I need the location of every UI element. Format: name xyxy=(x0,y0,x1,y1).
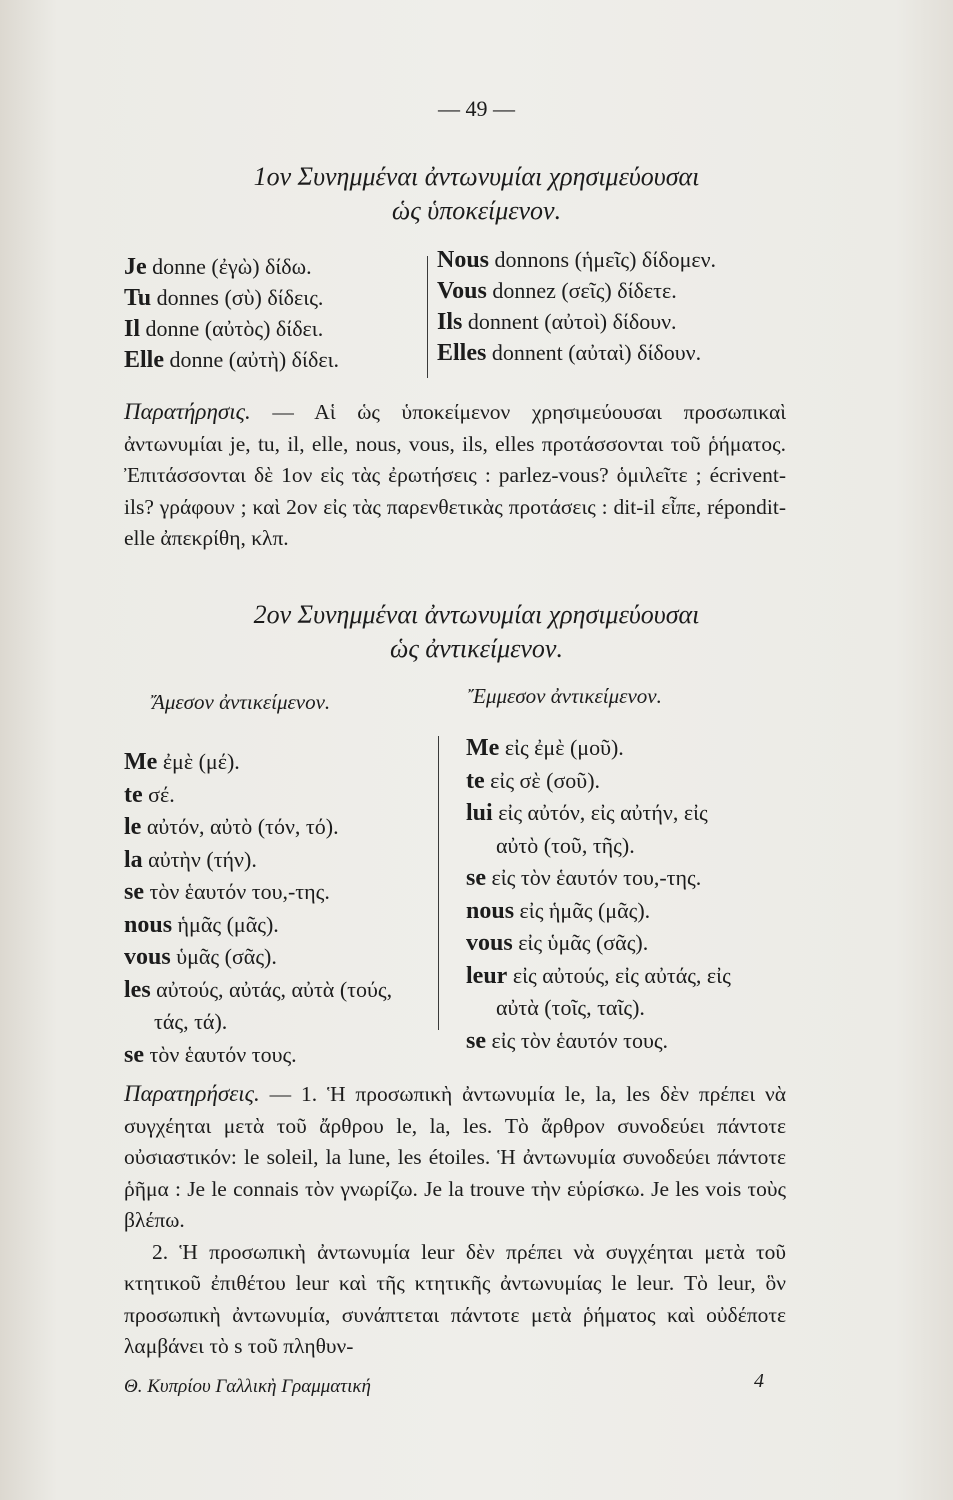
french-pronoun: nous xyxy=(124,911,173,938)
section1-title-line2: ὡς ὑποκείμενον. xyxy=(391,196,562,225)
greek-translation: σέ. xyxy=(142,781,175,807)
french-pronoun: Il xyxy=(124,316,141,342)
french-pronoun: Elles xyxy=(437,340,487,366)
french-pronoun: Elle xyxy=(124,347,164,373)
column-divider-2 xyxy=(438,736,439,1030)
greek-translation: εἰς ἐμὲ (μοῦ). xyxy=(499,735,624,760)
remark1-paragraph xyxy=(124,396,786,555)
pronoun-row xyxy=(124,779,392,812)
french-pronoun: les xyxy=(124,976,151,1003)
footer-author: Θ. Κυπρίου Γαλλικὴ Γραμματική xyxy=(124,1376,371,1397)
pronoun-row xyxy=(124,746,392,779)
pronoun-row xyxy=(466,732,731,765)
pronoun-row xyxy=(124,347,339,378)
greek-translation: donnons (ἡμεῖς) δίδομεν. xyxy=(489,247,717,272)
remark2-label: Παρατηρήσεις. xyxy=(124,1081,260,1106)
section1-title-line1: 1ον Συνημμέναι ἀντωνυμίαι χρησιμεύουσαι xyxy=(253,162,700,191)
greek-translation: τὸν ἑαυτόν τους. xyxy=(144,1041,297,1067)
pronoun-row xyxy=(124,316,339,347)
french-pronoun: vous xyxy=(466,930,513,956)
greek-translation: αὐτὸ (τοῦ, τῆς). xyxy=(496,832,635,858)
greek-translation: donne (αὐτὴ) δίδει. xyxy=(164,347,339,372)
greek-translation: εἰς τὸν ἑαυτόν του,-της. xyxy=(486,865,702,890)
section1-singular-column xyxy=(124,254,339,378)
remark1-label: Παρατήρησις. xyxy=(124,399,251,424)
french-pronoun: se xyxy=(466,1027,486,1054)
greek-translation: εἰς σὲ (σοῦ). xyxy=(484,767,601,793)
pronoun-row xyxy=(124,1006,392,1039)
french-pronoun: Me xyxy=(466,735,500,761)
french-pronoun: se xyxy=(124,879,144,905)
pronoun-row xyxy=(124,285,339,316)
greek-translation: donnez (σεῖς) δίδετε. xyxy=(486,278,677,303)
french-pronoun: se xyxy=(466,865,486,891)
pronoun-row xyxy=(124,876,392,909)
column-divider xyxy=(427,256,428,378)
french-pronoun: nous xyxy=(466,897,515,924)
greek-translation: ἐμὲ (μέ). xyxy=(157,749,240,774)
pronoun-row xyxy=(466,830,731,863)
greek-translation: ὑμᾶς (σᾶς). xyxy=(170,944,277,969)
pronoun-row xyxy=(124,254,339,285)
direct-object-list xyxy=(124,746,392,1071)
remark2-point2: 2. Ἡ προσωπικὴ ἀντωνυμία leur δὲν πρέπει νὰ συγχέηται μετὰ τοῦ κτητικοῦ ἐπιθέτου leur καὶ τῆς κτητικῆς ἀντωνυμίας le leur. Τὸ leur, ὃν προσωπικὴ ἀντωνυμία, συνάπτεται πάντοτε μετὰ ῥήματος καὶ οὐδέποτε λαμβάνει τὸ s τοῦ πληθυν- xyxy=(124,1239,786,1358)
section2-title-line2: ὡς ἀντικείμενον. xyxy=(390,634,563,663)
greek-translation: τάς, τά). xyxy=(154,1009,228,1034)
french-pronoun: Tu xyxy=(124,285,152,311)
direct-object-heading: Ἄμεσον ἀντικείμενον. xyxy=(152,690,331,714)
pronoun-row xyxy=(466,1025,731,1058)
pronoun-row xyxy=(466,862,731,895)
section1-plural-column xyxy=(437,247,716,371)
greek-translation: donne (ἐγὼ) δίδω. xyxy=(146,254,312,279)
greek-translation: εἰς ἡμᾶς (μᾶς). xyxy=(514,897,651,923)
french-pronoun: Je xyxy=(124,254,147,280)
greek-translation: donnent (αὐταὶ) δίδουν. xyxy=(486,340,702,365)
pronoun-row xyxy=(466,765,731,798)
french-pronoun: se xyxy=(124,1041,144,1068)
indirect-object-list xyxy=(466,732,731,1057)
greek-translation: αὐτὰ (τοῖς, ταῖς). xyxy=(496,995,645,1020)
pronoun-row xyxy=(124,909,392,942)
greek-translation: αὐτόν, αὐτὸ (τόν, τό). xyxy=(141,814,339,839)
pronoun-row xyxy=(124,974,392,1007)
page-number: — 49 — xyxy=(438,96,515,121)
french-pronoun: vous xyxy=(124,944,171,970)
pronoun-row xyxy=(124,844,392,877)
french-pronoun: la xyxy=(124,846,143,873)
pronoun-row xyxy=(437,278,716,309)
greek-translation: εἰς τὸν ἑαυτόν τους. xyxy=(486,1027,669,1053)
greek-translation: αὐτούς, αὐτάς, αὐτὰ (τούς, xyxy=(150,976,393,1002)
pronoun-row xyxy=(437,340,716,371)
remark2-point1: — 1. Ἡ προσωπικὴ ἀντωνυμία le, la, les δὲν πρέπει νὰ συγχέηται μετὰ τοῦ ἄρθρου le, la, les. Τὸ ἄρθρον συνοδεύει πάντοτε οὐσιαστικόν: le soleil, la lune, les étoiles. Ἡ ἀντωνυμία συνοδεύει πάντοτε ῥῆμα : Je le connais τὸν γνωρίζω. Je la trouve τὴν εὑρίσκω. Je les vois τοὺς βλέπω. xyxy=(124,1082,786,1232)
greek-translation: donnes (σὺ) δίδεις. xyxy=(151,285,324,310)
french-pronoun: Vous xyxy=(437,278,487,304)
greek-translation: εἰς ὑμᾶς (σᾶς). xyxy=(512,930,649,955)
pronoun-row xyxy=(466,927,731,960)
french-pronoun: te xyxy=(124,781,143,808)
section2-heading xyxy=(0,598,953,666)
page-footer xyxy=(124,1370,764,1398)
pronoun-row xyxy=(124,811,392,844)
french-pronoun: Nous xyxy=(437,247,490,273)
greek-translation: τὸν ἑαυτόν του,-της. xyxy=(144,879,330,904)
pronoun-row xyxy=(124,941,392,974)
pronoun-row xyxy=(437,309,716,340)
pronoun-row xyxy=(466,895,731,928)
greek-translation: εἰς αὐτόν, εἰς αὐτήν, εἰς xyxy=(492,800,708,825)
section2-title-line1: 2ον Συνημμέναι ἀντωνυμίαι χρησιμεύουσαι xyxy=(253,600,700,629)
pronoun-row xyxy=(437,247,716,278)
section1-heading xyxy=(0,160,953,228)
french-pronoun: Me xyxy=(124,749,158,775)
french-pronoun: te xyxy=(466,767,485,794)
greek-translation: donne (αὐτὸς) δίδει. xyxy=(140,316,324,341)
remark2-paragraph xyxy=(124,1078,786,1363)
greek-translation: ἡμᾶς (μᾶς). xyxy=(172,911,279,937)
greek-translation: εἰς αὐτούς, εἰς αὐτάς, εἰς xyxy=(507,962,731,988)
french-pronoun: le xyxy=(124,814,142,840)
pronoun-row xyxy=(466,797,731,830)
greek-translation: donnent (αὐτοὶ) δίδουν. xyxy=(462,309,677,334)
pronoun-row xyxy=(124,1039,392,1072)
remark1-text: — Αἱ ὡς ὑποκείμενον χρησιμεύουσαι προσωπικαὶ ἀντωνυμίαι je, tu, il, elle, nous, vous, ils, elles προτάσσονται τοῦ ῥήματος. Ἐπιτάσσονται δὲ 1ον εἰς τὰς ἐρωτήσεις : parlez-vous? ὁμιλεῖτε ; écrivent-ils? γράφουν ; καὶ 2ον εἰς τὰς παρενθετικὰς προτάσεις : dit-il εἶπε, répondit-elle ἀπεκρίθη, κλπ. xyxy=(124,400,786,550)
pronoun-row xyxy=(466,960,731,993)
indirect-object-heading: Ἔμμεσον ἀντικείμενον. xyxy=(468,684,662,708)
greek-translation: αὐτὴν (τήν). xyxy=(142,846,257,872)
french-pronoun: lui xyxy=(466,800,493,826)
footer-signature-mark: 4 xyxy=(754,1370,764,1392)
french-pronoun: leur xyxy=(466,962,508,989)
french-pronoun: Ils xyxy=(437,309,463,335)
pronoun-row xyxy=(466,992,731,1025)
